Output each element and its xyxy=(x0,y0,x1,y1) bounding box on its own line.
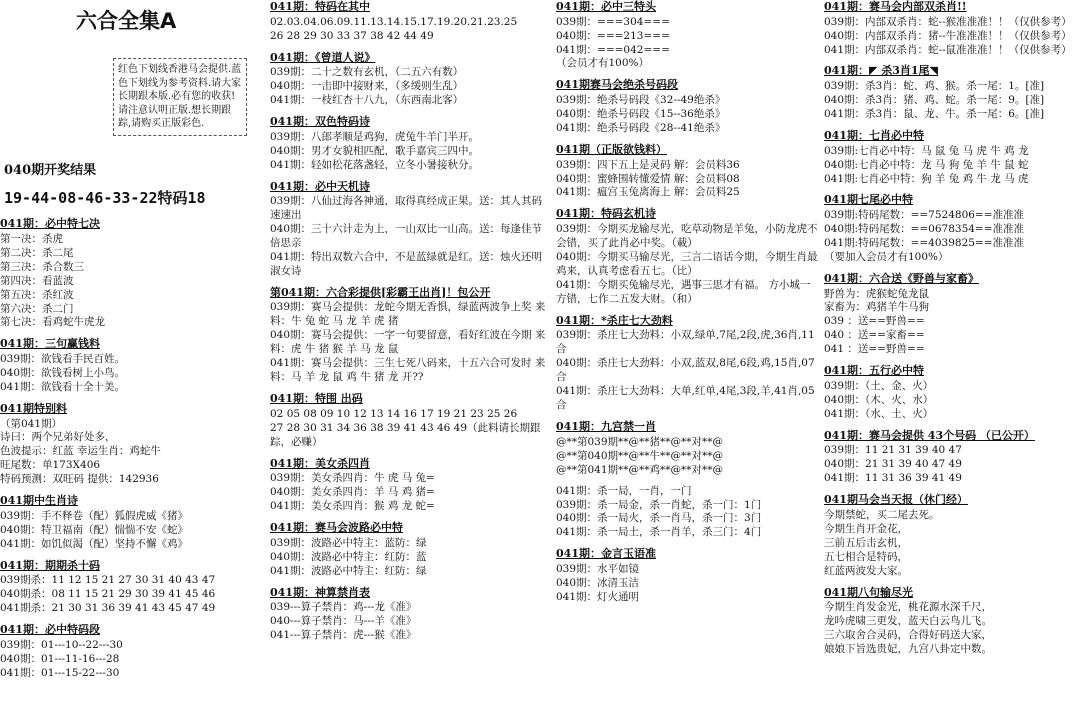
section-line: 第五决：杀红波 xyxy=(0,288,74,301)
section-title: 041期赛马会绝杀号码段 xyxy=(556,78,678,92)
section-title: 041期中生肖诗 xyxy=(0,494,78,508)
section-line: 040期：一击即中接财来，（多缓则生乱） xyxy=(270,80,464,93)
section-title: 041期：《曾道人说》 xyxy=(270,50,376,64)
section-line: 041期：绝杀号码段《28--41绝杀》 xyxy=(556,121,726,134)
column-1 xyxy=(0,0,262,723)
section-title: 041期：特码在其中 xyxy=(270,0,370,13)
section xyxy=(824,586,1078,657)
section-line: 041期：===042=== xyxy=(556,43,670,56)
section-title: 041期八句输尽光 xyxy=(824,585,913,599)
section-line: @**第041期**@**鸡**@**对**@ xyxy=(556,463,724,476)
section-line: 第四决：看蓝波 xyxy=(0,274,74,287)
section-line: 039期：波路必中特主：蓝防：绿 xyxy=(270,536,427,549)
column-3 xyxy=(556,0,818,723)
section-title: 041期：*杀庄七大劲料 xyxy=(556,313,673,327)
section-line: @**第039期**@**猪**@**对**@ xyxy=(556,435,724,448)
section-line: 041期：11 31 36 39 41 49 xyxy=(824,472,962,485)
section xyxy=(556,78,818,135)
section-line: 041期：杀一局土，杀一肖羊，杀三门：4门 xyxy=(556,526,762,539)
section xyxy=(824,193,1078,264)
section-title: 041期：双色特码诗 xyxy=(270,115,370,129)
section-line: 色波提示：红蓝 幸运生肖：鸡蛇牛 xyxy=(0,445,161,458)
section-line: （第041期） xyxy=(0,417,63,430)
notice-box: 红色下划线香港马会提供.蓝色下划线为参考资料.请大家长期跟本版.必有您的收获!请注意认明正版.想长期跟踪,请购买正版彩色. xyxy=(113,58,247,136)
section-line: 诗曰：两个兄弟好处多， xyxy=(0,431,116,444)
section xyxy=(824,429,1078,486)
section-line: 第六决：杀二门 xyxy=(0,302,74,315)
section-line: 041期：特出双数六合中，不是蓝绿就是红。送：烛火还明淑女诗 xyxy=(270,250,543,277)
section-line: 040期：（木、火、水） xyxy=(824,393,934,406)
section-title: 041期：三句赢钱料 xyxy=(0,337,100,351)
section-line: 040期：绝杀号码段《15--36绝杀》 xyxy=(556,108,726,121)
section-line: 040期：杀一局火，杀一肖马，杀一门：3门 xyxy=(556,512,762,525)
section xyxy=(0,559,262,616)
section-line: 039期：欲钱看手民百姓。 xyxy=(0,353,126,366)
section xyxy=(824,364,1078,421)
section-line: 040期：三十六计走为上，一山双比一山高。送：每逢佳节倍思亲 xyxy=(270,223,543,249)
section-line: 040期:特码尾数：==0678354==准准准 xyxy=(824,223,1025,236)
section-line: 041期：杀3肖：鼠、龙、牛。杀一尾：6。[准] xyxy=(824,108,1045,121)
section-title: 041期七尾必中特 xyxy=(824,193,913,207)
section-title: 041期：神算禁肖表 xyxy=(270,585,370,599)
section-line: 040期：特卫福南（配）惴惴不安《蛇》 xyxy=(0,523,189,536)
section-line: 040期：蜜蜂围转懂爱情 解：会员料08 xyxy=(556,172,740,185)
section-line: 040期：21 31 39 40 47 49 xyxy=(824,458,962,471)
section-line: 039期:特码尾数：==7524806==准准准 xyxy=(824,209,1025,222)
section-line: 26 28 29 30 33 37 38 42 44 49 xyxy=(270,29,434,42)
section-line: 040期：赛马会提供：一字一句要留意，看好红波在今期 来料：虎 牛 猪 猴 羊 马 龙 鼠 xyxy=(270,329,546,356)
column-4 xyxy=(824,0,1078,723)
section-line: 039期：八仙过海各神通，取得真经成正果。送：其人其码速速出 xyxy=(270,195,543,222)
section-line: 040期：今期买马输尽光，三言二语话今期，今期生肖最鸡来，认真考虑看五七。（比） xyxy=(556,250,818,277)
section-line: 039期：赛马会提供：龙蛇今期无香惧，绿蓝两波争上奖 来料：牛 兔 蛇 马 龙 羊 虎 猪 xyxy=(270,301,546,328)
section xyxy=(556,485,818,541)
section-line: 02.03.04.06.09.11.13.14.15.17.19.20.21.23.25 xyxy=(270,15,518,28)
section-line: 041期:七肖必中特：狗 羊 兔 鸡 牛 龙 马 虎 xyxy=(824,172,1029,185)
section-line: 龙吟虎啸三更发，蓝天白云鸟儿飞。 xyxy=(824,615,992,628)
section-line: 041期：01---15-22---30 xyxy=(0,666,120,679)
section-line: 041期：内部双杀肖：蛇--鼠准准准！！（仅供参考） xyxy=(824,43,1072,56)
section-line: 三六取舍合灵码，合得好码送大家， xyxy=(824,629,992,642)
section-line: 第七决：看鸡蛇牛虎龙 xyxy=(0,316,105,329)
section xyxy=(270,0,552,44)
section-line: 041期：杀庄七大劲料：大单,红单,4尾,3段,羊,41肖,05合 xyxy=(556,385,815,412)
section-line: 041期：一枝红杏十八九，（东西南北客） xyxy=(270,94,464,107)
section xyxy=(556,314,818,413)
section-line: 039 ：送==野兽== xyxy=(824,315,925,328)
section xyxy=(0,217,262,330)
section-line: 039期：今期买龙输尽光，吃草动物是羊兔，小防龙虎不会错，买了此肖必中奖。（載） xyxy=(556,223,818,249)
section xyxy=(824,129,1078,186)
section-line: 039期：水平如镜 xyxy=(556,563,640,576)
section-line: 041---算子禁肖：虎---猴《准》 xyxy=(270,629,417,642)
section-line: 041期：轻如松花落盏轻，立冬小暑接秋分。 xyxy=(270,158,480,171)
section-title: 041期：必中三特头 xyxy=(556,0,656,13)
section xyxy=(556,207,818,306)
section-title: 041期：九宫禁一肖 xyxy=(556,420,656,434)
section-line: 第一决：杀虎 xyxy=(0,232,63,245)
section-line: 040期：===213=== xyxy=(556,29,670,42)
section-line: 040期：波路必中特主：红防：蓝 xyxy=(270,550,427,563)
section-line: 041期：杀一局，一肖，一门 xyxy=(556,484,692,497)
section xyxy=(270,51,552,108)
section-line: 040期：内部双杀肖：猪--牛准准准！！（仅供参考） xyxy=(824,29,1072,42)
section xyxy=(824,64,1078,121)
section-line: 家畜为：鸡猪羊牛马狗 xyxy=(824,301,929,314)
section-title: 041期：◤ 杀3肖1尾◥ xyxy=(824,64,939,78)
section xyxy=(270,286,552,385)
section xyxy=(556,547,818,604)
section-title: 041期：特码玄机诗 xyxy=(556,207,656,221)
section-line: 041期：欲钱看十全十美。 xyxy=(0,380,126,393)
section-line: 041期：今期买兔输尽光，遇事三思才有福。 方小城一方错，七作二五发大财。（和） xyxy=(556,278,811,305)
section-line: 039期：===304=== xyxy=(556,15,670,28)
brand-title: 六合全集A xyxy=(76,9,177,33)
section-line: 041期：瘟宫玉兔离海上 解：会员料25 xyxy=(556,186,740,199)
section-line: 041期：（水、土、火） xyxy=(824,407,934,420)
section-line: 039期:七肖必中特：马 鼠 兔 马 虎 牛 鸡 龙 xyxy=(824,144,1029,157)
section-title: 041期：期期杀十码 xyxy=(0,558,100,572)
column-2-sections xyxy=(270,0,552,643)
column-4-sections xyxy=(824,0,1078,657)
section-line: 040期：杀庄七大劲料：小双,蓝双,8尾,6段,鸡,15肖,07合 xyxy=(556,357,815,384)
section-line: 041期:特码尾数：==4039825==准准准 xyxy=(824,236,1025,249)
section-line: 039期：手不释卷（配）狐假虎威《猪》 xyxy=(0,509,189,522)
section-line: 特码预测：双旺码 提供：142936 xyxy=(0,473,159,486)
section-title: 041期：金言玉语准 xyxy=(556,547,656,561)
section-line: 040 ：送==家畜== xyxy=(824,329,925,342)
section-line: 039期：八郎孝顺是鸡狗，虎兔牛羊门半开。 xyxy=(270,130,480,143)
section-line: 039期：内部双杀肖：蛇--猴准准准！！（仅供参考） xyxy=(824,15,1072,28)
section-line: 039期：绝杀号码段《32--49绝杀》 xyxy=(556,94,726,107)
section xyxy=(556,420,818,477)
section xyxy=(556,0,818,71)
section-line: @**第040期**@**牛**@**对**@ xyxy=(556,449,724,462)
section-line: 041期杀：21 30 31 36 39 41 43 45 47 49 xyxy=(0,602,216,615)
section-line: 三前五后击玄机， xyxy=(824,536,908,549)
section xyxy=(0,337,262,394)
section-line: 039期：（土、金、火） xyxy=(824,379,934,392)
section-title: 041期：美女杀四肖 xyxy=(270,456,370,470)
section xyxy=(270,392,552,449)
section-line: 039期：11 21 31 39 40 47 xyxy=(824,444,962,457)
column-3-sections xyxy=(556,0,818,605)
column-2 xyxy=(270,0,552,723)
section-title: 041期：必中特码段 xyxy=(0,623,100,637)
section-line: 040期:七肖必中特：龙 马 狗 兔 羊 牛 鼠 蛇 xyxy=(824,158,1029,171)
section-title: 第041期：六合彩提供[彩霸王出肖]！包公开 xyxy=(270,285,491,299)
section-title: 041期：赛马会波路必中特 xyxy=(270,521,403,535)
section-line: 五七相合是特码， xyxy=(824,550,908,563)
section-line: 040期：01---11-16---28 xyxy=(0,652,120,665)
section-title: 041期：必中特七决 xyxy=(0,217,100,231)
section-line: 039期：杀3肖：蛇、鸡、猴。杀一尾：1。[准] xyxy=(824,80,1045,93)
section-line: 039期：美女杀四肖：牛 虎 马 兔= xyxy=(270,472,435,485)
section xyxy=(270,586,552,643)
section-title: 041期：七肖必中特 xyxy=(824,128,924,142)
section xyxy=(270,457,552,514)
section-line: 039期：杀一局金，杀一肖蛇，杀一门：1门 xyxy=(556,498,762,511)
section-title: 041期：赛马会内部双杀肖!! xyxy=(824,0,967,13)
section xyxy=(270,180,552,279)
section-line: 野兽为：虎猴蛇兔龙鼠 xyxy=(824,287,929,300)
section xyxy=(824,493,1078,578)
section-line: （要加入会员才有100%） xyxy=(824,250,949,263)
section-line: 039期：二十之数有玄机，（二五六有数） xyxy=(270,66,464,79)
section-title: 041期：五行必中特 xyxy=(824,364,924,378)
section-line: 第二决：杀二尾 xyxy=(0,246,74,259)
section-line: 040---算子禁肖：马---羊《准》 xyxy=(270,615,417,628)
section xyxy=(270,521,552,578)
section-line: 第三决：杀合数三 xyxy=(0,260,84,273)
section-line: 27 28 30 31 34 36 38 39 41 43 46 49（此料请长期跟踪，必赚） xyxy=(270,421,541,448)
section xyxy=(0,623,262,680)
section-line: 039期杀：11 12 15 21 27 30 31 40 43 47 xyxy=(0,574,216,587)
section-line: 红蓝两波发大家。 xyxy=(824,564,908,577)
result-title: 040期开奖结果 xyxy=(4,162,97,178)
section-line: 旺尾数：单173X406 xyxy=(0,459,101,472)
section-title: 041期（正版欲钱料） xyxy=(556,142,667,156)
section-line: 今期禁蛇，买二尾去死。 xyxy=(824,508,940,521)
section-line: 041 ：送==野兽== xyxy=(824,343,925,356)
section-line: 今期生肖开金花， xyxy=(824,522,908,535)
section-line: 041期：如饥似渴（配）坚持不懈《鸡》 xyxy=(0,537,189,550)
section-line: 041期：美女杀四肖：猴 鸡 龙 蛇= xyxy=(270,500,435,513)
section-title: 041期：必中天机诗 xyxy=(270,179,370,193)
section-title: 041期：特围 出码 xyxy=(270,392,363,406)
column-1-sections xyxy=(0,217,262,681)
section-line: 041期：波路必中特主：红防：绿 xyxy=(270,564,427,577)
section-line: 今期生肖发金光，桃花源水深千尺， xyxy=(824,601,992,614)
section-title: 041期特别料 xyxy=(0,401,67,415)
section-line: 040期：男才女貌相匹配，歌手嘉宾三四中。 xyxy=(270,144,480,157)
section xyxy=(270,115,552,172)
section-line: 041期：灯火通明 xyxy=(556,590,640,603)
section-line: 040期：美女杀四肖：羊 马 鸡 猪= xyxy=(270,486,435,499)
section-line: 041期：赛马会提供：三生七死八码来，十五六合可发时 来料：马 羊 龙 鼠 鸡 牛 猪 龙 开?? xyxy=(270,357,546,384)
section xyxy=(0,494,262,551)
section-line: 040期：欲钱看树上小鸟。 xyxy=(0,366,126,379)
section xyxy=(0,402,262,487)
section-line: 040期杀：08 11 15 21 29 30 39 41 45 46 xyxy=(0,588,216,601)
section-line: 040期：杀3肖：猪、鸡、蛇。杀一尾：9。[准] xyxy=(824,94,1045,107)
section-line: 039期：四下五上是灵码 解：会员料36 xyxy=(556,158,740,171)
section xyxy=(824,272,1078,357)
section-title: 041期：六合送《野兽与家畜》 xyxy=(824,271,979,285)
section-line: 娘娘下旨选贵妃，九宫八卦定中数。 xyxy=(824,643,992,656)
section-line: 039期：杀庄七大劲料：小双,绿单,7尾,2段,虎,36肖,11合 xyxy=(556,329,815,356)
result-numbers: 19-44-08-46-33-22特码18 xyxy=(4,189,206,208)
section-line: 02 05 08 09 10 12 13 14 16 17 19 21 23 25 26 xyxy=(270,407,518,420)
section-line: 039---算子禁肖：鸡---龙《准》 xyxy=(270,601,417,614)
section-line: 040期：冰清玉洁 xyxy=(556,576,640,589)
section-line: 039期：01---10--22---30 xyxy=(0,638,123,651)
section xyxy=(824,0,1078,57)
section-line: （会员才有100%） xyxy=(556,57,650,70)
section-title: 041期：赛马会提供 43个号码 （已公开） xyxy=(824,428,1035,442)
section xyxy=(556,143,818,200)
section-title: 041期马会当天报（休门经） xyxy=(824,493,968,507)
